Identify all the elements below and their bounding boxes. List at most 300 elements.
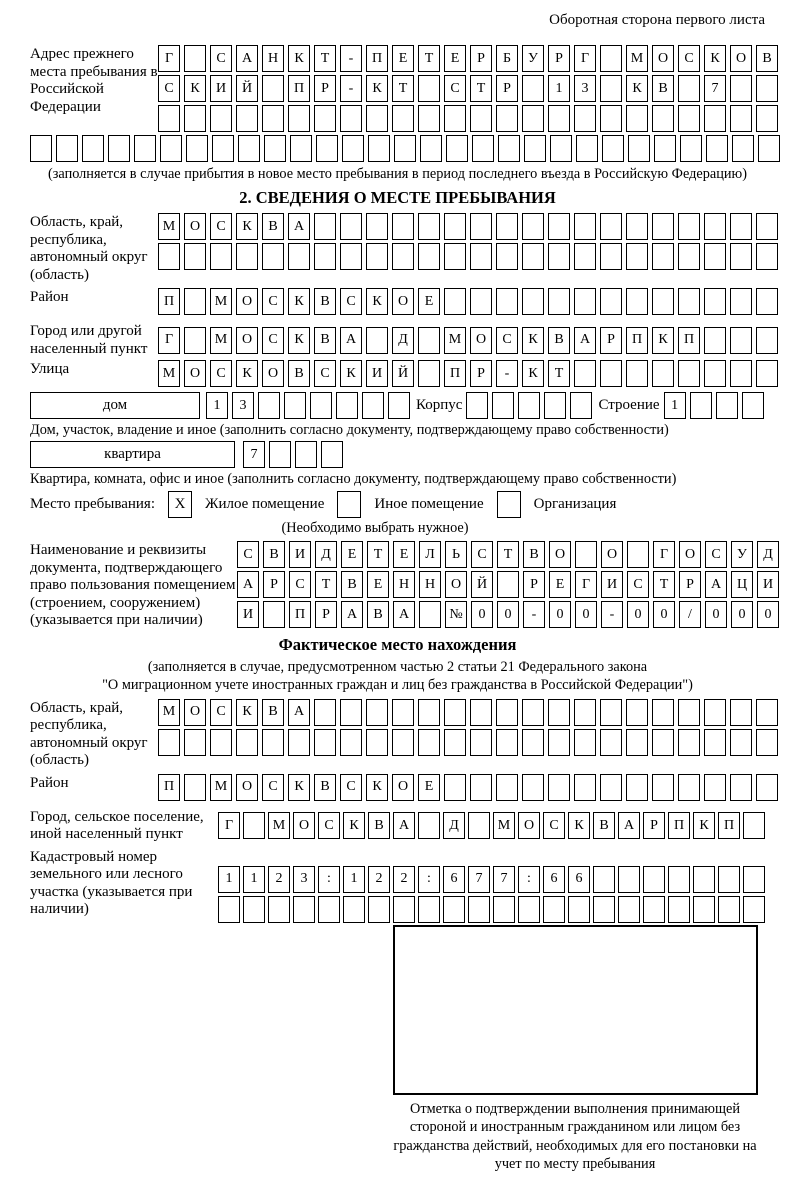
stroenie-boxes: [664, 392, 764, 419]
cadastral-label: Кадастровый номер земельного или лесного участка (указывается при наличии): [30, 848, 193, 917]
char-box: [730, 699, 752, 726]
char-box: [210, 729, 232, 756]
char-box: [678, 774, 700, 801]
char-box: [550, 135, 572, 162]
checkbox-residential: X: [168, 491, 192, 518]
char-box: [574, 105, 596, 132]
actual-region-boxes-row-1: [158, 699, 778, 726]
char-box: [730, 288, 752, 315]
char-box: Г: [158, 45, 180, 72]
char-box: В: [262, 213, 284, 240]
char-box: [269, 441, 291, 468]
char-box: [470, 729, 492, 756]
char-box: [210, 105, 232, 132]
char-box: В: [314, 327, 336, 354]
char-box: [678, 243, 700, 270]
char-box: К: [522, 360, 544, 387]
char-box: Т: [315, 571, 337, 598]
char-box: [418, 699, 440, 726]
char-box: В: [263, 541, 285, 568]
char-box: С: [496, 327, 518, 354]
char-box: :: [418, 866, 440, 893]
char-box: [742, 392, 764, 419]
char-box: [497, 571, 519, 598]
char-box: К: [704, 45, 726, 72]
stamp-caption: Отметка о подтверждении выполнения принимающей стороной и иностранным гражданином или лицом без гражданства действий, необходимых для его постановки на учет по месту пребывания: [393, 1100, 757, 1172]
char-box: С: [444, 75, 466, 102]
char-box: Н: [262, 45, 284, 72]
char-box: К: [652, 327, 674, 354]
char-box: [290, 135, 312, 162]
char-box: [570, 392, 592, 419]
city-boxes: [158, 327, 778, 354]
char-box: 0: [575, 601, 597, 628]
city-label: Город или другой населенный пункт: [30, 323, 148, 357]
char-box: [468, 896, 490, 923]
char-box: [268, 896, 290, 923]
char-box: А: [237, 571, 259, 598]
char-box: -: [340, 45, 362, 72]
char-box: [643, 896, 665, 923]
char-box: [470, 288, 492, 315]
char-box: [758, 135, 780, 162]
char-box: [522, 699, 544, 726]
char-box: С: [262, 327, 284, 354]
char-box: [418, 75, 440, 102]
actual-district-label: Район: [30, 774, 69, 791]
char-box: Й: [471, 571, 493, 598]
char-box: [158, 729, 180, 756]
char-box: В: [593, 812, 615, 839]
char-box: [470, 243, 492, 270]
char-box: Г: [574, 45, 596, 72]
char-box: А: [236, 45, 258, 72]
char-box: С: [210, 699, 232, 726]
char-box: [522, 774, 544, 801]
char-box: [420, 135, 442, 162]
char-box: [496, 213, 518, 240]
char-box: В: [548, 327, 570, 354]
char-box: [756, 105, 778, 132]
char-box: К: [366, 774, 388, 801]
cadastral-field: [30, 848, 765, 923]
char-box: [186, 135, 208, 162]
char-box: П: [718, 812, 740, 839]
char-box: [756, 288, 778, 315]
char-box: [678, 213, 700, 240]
char-box: [756, 243, 778, 270]
char-box: [392, 213, 414, 240]
char-box: 3: [232, 392, 254, 419]
char-box: [652, 288, 674, 315]
char-box: [340, 213, 362, 240]
char-box: П: [444, 360, 466, 387]
char-box: [184, 288, 206, 315]
char-box: [470, 699, 492, 726]
char-box: М: [210, 288, 232, 315]
char-box: [652, 774, 674, 801]
char-box: [522, 729, 544, 756]
apartment-box-label: квартира: [30, 441, 235, 468]
char-box: 2: [393, 866, 415, 893]
char-box: [756, 729, 778, 756]
actual-location-title: Фактическое место нахождения: [278, 634, 517, 654]
char-box: [466, 392, 488, 419]
char-box: 6: [568, 866, 590, 893]
char-box: [618, 866, 640, 893]
char-box: М: [444, 327, 466, 354]
char-box: А: [340, 327, 362, 354]
char-box: [518, 392, 540, 419]
char-box: [600, 729, 622, 756]
char-box: [704, 213, 726, 240]
street-boxes: [158, 360, 778, 387]
char-box: [652, 699, 674, 726]
char-box: Ь: [445, 541, 467, 568]
char-box: [496, 774, 518, 801]
char-box: В: [314, 288, 336, 315]
char-box: О: [679, 541, 701, 568]
char-box: [340, 699, 362, 726]
page-side-note: Оборотная сторона первого листа: [549, 12, 765, 28]
char-box: [678, 105, 700, 132]
char-box: К: [288, 45, 310, 72]
char-box: А: [618, 812, 640, 839]
char-box: [704, 360, 726, 387]
char-box: [184, 105, 206, 132]
char-box: [443, 896, 465, 923]
char-box: [392, 243, 414, 270]
char-box: А: [705, 571, 727, 598]
char-box: [472, 135, 494, 162]
char-box: К: [626, 75, 648, 102]
char-box: [626, 774, 648, 801]
char-box: [366, 243, 388, 270]
char-box: 1: [664, 392, 686, 419]
char-box: [366, 213, 388, 240]
char-box: Т: [314, 45, 336, 72]
char-box: [652, 729, 674, 756]
char-box: [470, 774, 492, 801]
char-box: В: [262, 699, 284, 726]
char-box: 1: [218, 866, 240, 893]
char-box: Е: [341, 541, 363, 568]
char-box: [496, 243, 518, 270]
char-box: 3: [574, 75, 596, 102]
char-box: С: [262, 774, 284, 801]
char-box: [418, 213, 440, 240]
cadastral-boxes-row-1: [218, 866, 765, 893]
char-box: [496, 729, 518, 756]
char-box: 0: [549, 601, 571, 628]
char-box: [470, 105, 492, 132]
char-box: [756, 213, 778, 240]
char-box: [678, 360, 700, 387]
char-box: [626, 729, 648, 756]
char-box: [184, 729, 206, 756]
char-box: 0: [731, 601, 753, 628]
char-box: В: [652, 75, 674, 102]
char-box: [522, 75, 544, 102]
char-box: [366, 729, 388, 756]
char-box: [693, 866, 715, 893]
char-box: Р: [679, 571, 701, 598]
char-box: Б: [496, 45, 518, 72]
char-box: [418, 243, 440, 270]
char-box: О: [236, 288, 258, 315]
char-box: [544, 392, 566, 419]
char-box: Е: [367, 571, 389, 598]
char-box: [548, 729, 570, 756]
char-box: [314, 213, 336, 240]
prev-address-boxes-row-3: [158, 105, 778, 132]
char-box: [600, 774, 622, 801]
char-box: [262, 105, 284, 132]
char-box: [366, 327, 388, 354]
char-box: К: [236, 699, 258, 726]
char-box: /: [679, 601, 701, 628]
stay-type-label: Место пребывания:: [30, 496, 155, 512]
char-box: [600, 75, 622, 102]
char-box: С: [340, 774, 362, 801]
char-box: Т: [653, 571, 675, 598]
char-box: Е: [418, 288, 440, 315]
char-box: [680, 135, 702, 162]
char-box: К: [366, 288, 388, 315]
document-label: Наименование и реквизиты документа, подтверждающего право пользования помещением (строением, сооружением) (указывается при наличии): [30, 542, 236, 628]
actual-city-label: Город, сельское поселение, иной населенный пункт: [30, 808, 204, 842]
char-box: 1: [206, 392, 228, 419]
char-box: О: [730, 45, 752, 72]
apartment-number-boxes: [243, 441, 343, 468]
region-label: Область, край, республика, автономный округ (область): [30, 214, 148, 283]
char-box: П: [626, 327, 648, 354]
char-box: [652, 105, 674, 132]
char-box: С: [678, 45, 700, 72]
char-box: [730, 729, 752, 756]
section2-title: 2. СВЕДЕНИЯ О МЕСТЕ ПРЕБЫВАНИЯ: [239, 188, 556, 207]
char-box: [548, 699, 570, 726]
char-box: [600, 105, 622, 132]
char-box: [548, 288, 570, 315]
char-box: [262, 243, 284, 270]
char-box: С: [314, 360, 336, 387]
char-box: Н: [393, 571, 415, 598]
char-box: В: [341, 571, 363, 598]
char-box: 0: [497, 601, 519, 628]
char-box: №: [445, 601, 467, 628]
char-box: Р: [643, 812, 665, 839]
char-box: И: [289, 541, 311, 568]
char-box: У: [731, 541, 753, 568]
char-box: [336, 392, 358, 419]
char-box: [643, 866, 665, 893]
char-box: [628, 135, 650, 162]
char-box: [732, 135, 754, 162]
char-box: [468, 812, 490, 839]
char-box: Р: [315, 601, 337, 628]
house-number-boxes: [206, 392, 410, 419]
document-boxes-row-1: [237, 541, 779, 568]
option-residential-label: Жилое помещение: [205, 496, 325, 512]
char-box: [678, 288, 700, 315]
char-box: М: [210, 327, 232, 354]
char-box: Е: [444, 45, 466, 72]
char-box: [496, 699, 518, 726]
char-box: Т: [470, 75, 492, 102]
district-field: [30, 288, 765, 315]
char-box: [218, 896, 240, 923]
char-box: А: [393, 601, 415, 628]
char-box: [444, 699, 466, 726]
apartment-row: [30, 441, 765, 468]
char-box: [704, 729, 726, 756]
char-box: С: [318, 812, 340, 839]
char-box: Р: [470, 360, 492, 387]
char-box: Р: [314, 75, 336, 102]
char-box: С: [210, 360, 232, 387]
street-label: Улица: [30, 361, 70, 377]
char-box: [368, 135, 390, 162]
char-box: П: [158, 288, 180, 315]
char-box: [678, 699, 700, 726]
char-box: [284, 392, 306, 419]
char-box: [730, 243, 752, 270]
char-box: В: [523, 541, 545, 568]
char-box: 6: [543, 866, 565, 893]
char-box: [743, 896, 765, 923]
char-box: [368, 896, 390, 923]
char-box: [394, 135, 416, 162]
char-box: [293, 896, 315, 923]
char-box: [574, 243, 596, 270]
char-box: [600, 699, 622, 726]
char-box: К: [693, 812, 715, 839]
char-box: [393, 896, 415, 923]
char-box: К: [288, 288, 310, 315]
char-box: [756, 75, 778, 102]
char-box: -: [496, 360, 518, 387]
char-box: [756, 327, 778, 354]
char-box: [108, 135, 130, 162]
char-box: [419, 601, 441, 628]
char-box: С: [158, 75, 180, 102]
char-box: [238, 135, 260, 162]
char-box: Д: [757, 541, 779, 568]
char-box: 7: [704, 75, 726, 102]
char-box: [574, 699, 596, 726]
char-box: [668, 896, 690, 923]
char-box: Н: [419, 571, 441, 598]
char-box: [210, 243, 232, 270]
char-box: [314, 729, 336, 756]
char-box: [444, 729, 466, 756]
house-row: [30, 392, 765, 419]
char-box: 0: [653, 601, 675, 628]
char-box: И: [757, 571, 779, 598]
char-box: П: [288, 75, 310, 102]
char-box: [626, 699, 648, 726]
char-box: [730, 327, 752, 354]
char-box: [600, 360, 622, 387]
char-box: [576, 135, 598, 162]
char-box: Р: [548, 45, 570, 72]
char-box: [212, 135, 234, 162]
char-box: [743, 812, 765, 839]
char-box: [522, 288, 544, 315]
char-box: [310, 392, 332, 419]
street-field: [30, 360, 765, 387]
char-box: Р: [263, 571, 285, 598]
char-box: В: [756, 45, 778, 72]
char-box: [574, 729, 596, 756]
char-box: [236, 105, 258, 132]
char-box: [627, 541, 649, 568]
char-box: 7: [243, 441, 265, 468]
char-box: С: [627, 571, 649, 598]
char-box: [470, 213, 492, 240]
char-box: К: [343, 812, 365, 839]
char-box: Р: [600, 327, 622, 354]
char-box: [618, 896, 640, 923]
char-box: Е: [392, 45, 414, 72]
char-box: К: [568, 812, 590, 839]
char-box: А: [341, 601, 363, 628]
actual-region-field: [30, 699, 765, 770]
char-box: С: [262, 288, 284, 315]
char-box: Т: [392, 75, 414, 102]
char-box: [340, 243, 362, 270]
char-box: О: [392, 288, 414, 315]
char-box: О: [236, 774, 258, 801]
char-box: [704, 105, 726, 132]
char-box: [236, 729, 258, 756]
char-box: [444, 243, 466, 270]
char-box: [574, 360, 596, 387]
char-box: [496, 105, 518, 132]
char-box: В: [314, 774, 336, 801]
char-box: К: [366, 75, 388, 102]
actual-region-label: Область, край, республика, автономный округ (область): [30, 699, 148, 768]
char-box: И: [366, 360, 388, 387]
char-box: [243, 896, 265, 923]
district-label: Район: [30, 289, 69, 305]
char-box: Е: [393, 541, 415, 568]
char-box: [493, 896, 515, 923]
char-box: [418, 360, 440, 387]
char-box: [756, 360, 778, 387]
char-box: [342, 135, 364, 162]
char-box: [496, 288, 518, 315]
char-box: [366, 105, 388, 132]
char-box: Р: [523, 571, 545, 598]
char-box: [704, 774, 726, 801]
city-field: [30, 322, 765, 358]
char-box: Д: [443, 812, 465, 839]
char-box: К: [288, 327, 310, 354]
char-box: О: [293, 812, 315, 839]
char-box: [704, 243, 726, 270]
actual-city-boxes: [218, 812, 765, 839]
char-box: О: [184, 213, 206, 240]
char-box: [730, 360, 752, 387]
prev-address-boxes-row-4-wrap: [30, 135, 765, 162]
char-box: -: [340, 75, 362, 102]
char-box: А: [288, 699, 310, 726]
actual-region-boxes-row-2: [158, 729, 778, 756]
checkbox-organization: [497, 491, 521, 518]
document-boxes-row-2: [237, 571, 779, 598]
